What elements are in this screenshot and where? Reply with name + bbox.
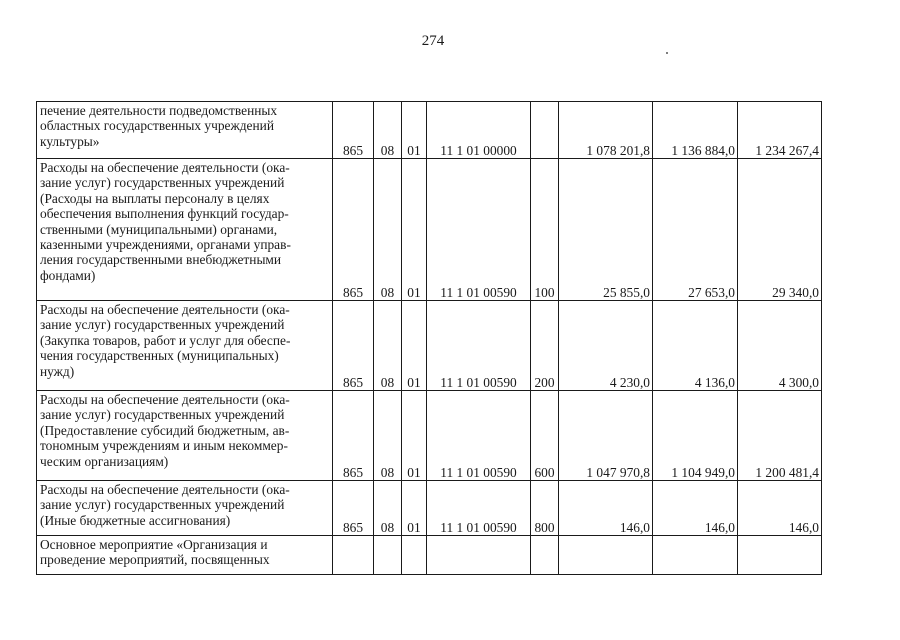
description-line: Расходы на обеспечение деятельности (ока- (40, 302, 290, 317)
description-line: нужд) (40, 363, 75, 379)
ministry-code: 865 (333, 301, 374, 391)
section-code: 08 (374, 391, 402, 481)
description-line: ческим организациям) (40, 453, 169, 469)
target-article-code (427, 536, 531, 575)
table-row (37, 391, 822, 481)
row-description (37, 301, 333, 391)
amount-year-1: 4 230,0 (559, 301, 653, 391)
amount-year-1: 146,0 (559, 481, 653, 536)
description-line: проведение мероприятий, посвященных (40, 552, 270, 568)
ministry-code: 865 (333, 102, 374, 159)
description-line: Расходы на обеспечение деятельности (ока- (40, 392, 290, 407)
amount-year-1: 25 855,0 (559, 159, 653, 301)
ministry-code: 865 (333, 481, 374, 536)
table-row (37, 301, 822, 391)
scan-speck (666, 52, 668, 54)
row-description (37, 102, 333, 159)
amount-year-2: 1 104 949,0 (653, 391, 738, 481)
amount-year-1: 1 078 201,8 (559, 102, 653, 159)
subsection-code: 01 (402, 159, 427, 301)
description-line: (Расходы на выплаты персоналу в целях (40, 190, 270, 206)
expense-type-code: 600 (531, 391, 559, 481)
description-line: культуры» (40, 133, 100, 149)
expense-type-code: 100 (531, 159, 559, 301)
expense-type-code: 800 (531, 481, 559, 536)
table-row (37, 481, 822, 536)
subsection-code: 01 (402, 102, 427, 159)
row-description (37, 159, 333, 301)
description-line: зание услуг) государственных учреждений (40, 407, 285, 423)
amount-year-3: 1 234 267,4 (738, 102, 822, 159)
description-line: казенными учреждениями, органами управ- (40, 237, 291, 253)
amount-year-2: 1 136 884,0 (653, 102, 738, 159)
amount-year-3: 4 300,0 (738, 301, 822, 391)
section-code: 08 (374, 481, 402, 536)
expense-type-code (531, 102, 559, 159)
ministry-code (333, 536, 374, 575)
description-line: ления государственными внебюджетными (40, 252, 282, 268)
budget-table-body (37, 102, 822, 575)
amount-year-2: 27 653,0 (653, 159, 738, 301)
amount-year-3: 146,0 (738, 481, 822, 536)
section-code: 08 (374, 159, 402, 301)
amount-year-1: 1 047 970,8 (559, 391, 653, 481)
table-row (37, 159, 822, 301)
description-line: зание услуг) государственных учреждений (40, 317, 285, 333)
description-line: Основное мероприятие «Организация и (40, 537, 268, 552)
table-row (37, 536, 822, 575)
expense-type-code: 200 (531, 301, 559, 391)
description-line: фондами) (40, 267, 96, 283)
amount-year-1 (559, 536, 653, 575)
row-description (37, 391, 333, 481)
section-code: 08 (374, 102, 402, 159)
target-article-code: 11 1 01 00590 (427, 481, 531, 536)
target-article-code: 11 1 01 00590 (427, 159, 531, 301)
subsection-code (402, 536, 427, 575)
target-article-code: 11 1 01 00590 (427, 301, 531, 391)
row-description (37, 481, 333, 536)
description-line: тономным учреждениям и иным некоммер- (40, 438, 288, 454)
amount-year-3 (738, 536, 822, 575)
description-line: Расходы на обеспечение деятельности (ока- (40, 160, 290, 175)
budget-table (36, 101, 822, 575)
description-line: обеспечения выполнения функций государ- (40, 206, 289, 222)
description-line: (Иные бюджетные ассигнования) (40, 512, 231, 528)
subsection-code: 01 (402, 301, 427, 391)
subsection-code: 01 (402, 391, 427, 481)
description-line: (Предоставление субсидий бюджетным, ав- (40, 422, 290, 438)
amount-year-2: 4 136,0 (653, 301, 738, 391)
target-article-code: 11 1 01 00000 (427, 102, 531, 159)
page-number: 274 (421, 33, 445, 49)
table-row (37, 102, 822, 159)
description-line: зание услуг) государственных учреждений (40, 175, 285, 191)
amount-year-2: 146,0 (653, 481, 738, 536)
amount-year-3: 29 340,0 (738, 159, 822, 301)
amount-year-2 (653, 536, 738, 575)
target-article-code: 11 1 01 00590 (427, 391, 531, 481)
ministry-code: 865 (333, 159, 374, 301)
description-line: зание услуг) государственных учреждений (40, 497, 285, 513)
ministry-code: 865 (333, 391, 374, 481)
description-line: ственными (муниципальными) органами, (40, 221, 278, 237)
amount-year-3: 1 200 481,4 (738, 391, 822, 481)
subsection-code: 01 (402, 481, 427, 536)
description-line: печение деятельности подведомственных (40, 103, 278, 118)
description-line: областных государственных учреждений (40, 118, 274, 134)
description-line: Расходы на обеспечение деятельности (ока- (40, 482, 290, 497)
description-line: чения государственных (муниципальных) (40, 348, 279, 364)
row-description (37, 536, 333, 575)
section-code: 08 (374, 301, 402, 391)
description-line: (Закупка товаров, работ и услуг для обеспе- (40, 332, 291, 348)
expense-type-code (531, 536, 559, 575)
section-code (374, 536, 402, 575)
